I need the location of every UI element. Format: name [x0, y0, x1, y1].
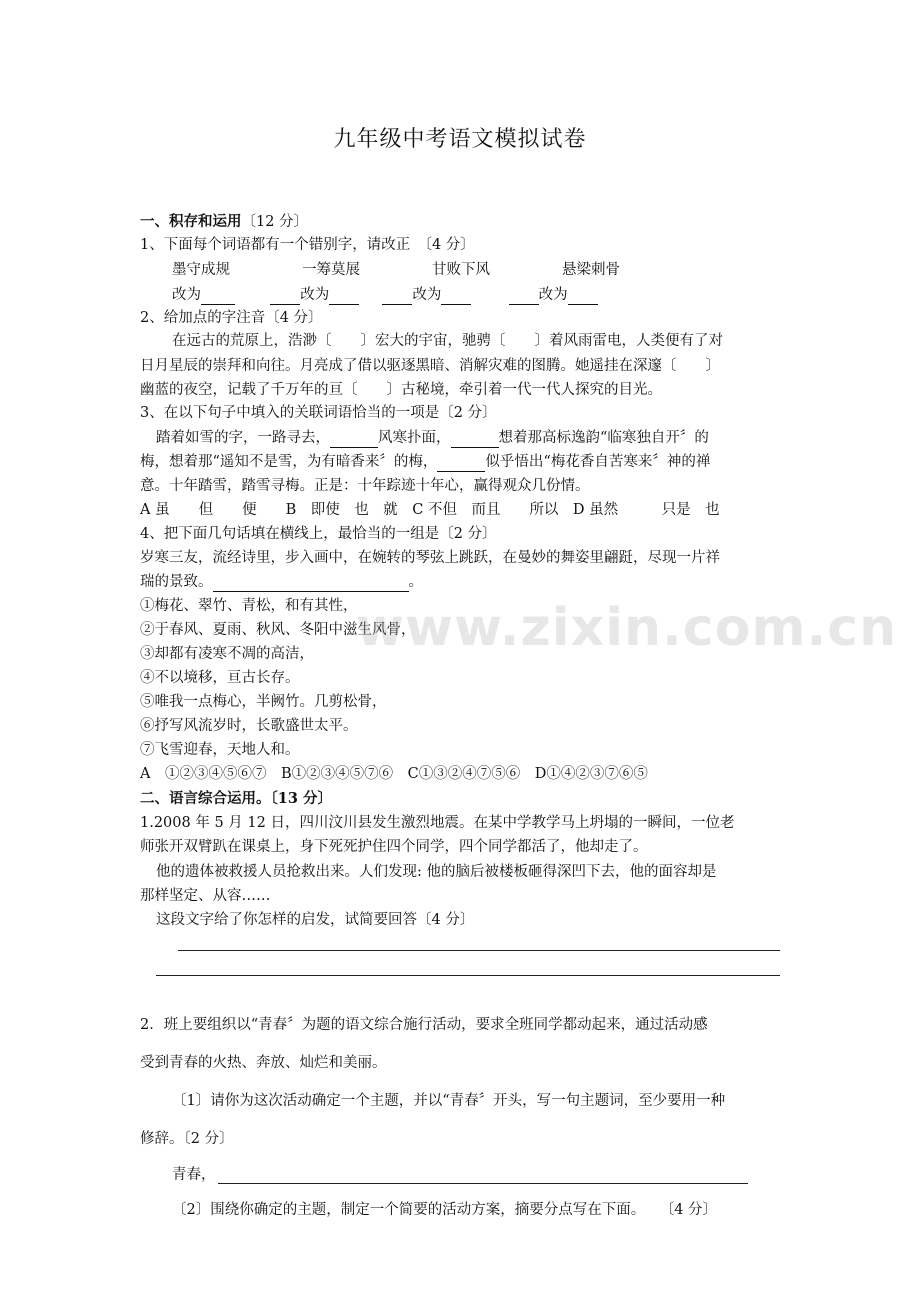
answer-blank[interactable] [213, 575, 409, 592]
answer-blank[interactable] [568, 288, 598, 305]
q4-item: ①梅花、翠竹、青松，和有其性， [140, 598, 358, 614]
q4-options: A ①②③④⑤⑥⑦ B①②③④⑤⑦⑥ C①③②④⑦⑤⑥ D①④②③⑦⑥⑤ [140, 766, 648, 782]
answer-blank[interactable] [201, 288, 235, 305]
section2-heading: 二、语言综合运用。〔13 分〕 [140, 790, 332, 807]
answer-blank[interactable] [441, 288, 471, 305]
q2-text-line: 日月星辰的崇拜和向往。月亮成了借以驱逐黑暗、消解灾难的图腾。她遥挂在深邃〔 〕 [140, 358, 720, 374]
q3-options: A 虽 但 便 B 即使 也 就 C 不但 而且 所以 D 虽然 只是 也 [140, 502, 720, 518]
q4-item: ③却都有凌寒不凋的高洁， [140, 646, 314, 662]
q3-text-line: 意。十年踏雪，踏雪寻梅。正是：十年踪迹十年心，赢得观众几份情。 [140, 478, 590, 494]
s2-q1-line: 师张开双臂趴在课桌上，身下死死护住四个同学，四个同学都活了，他却走了。 [140, 839, 648, 855]
q1-word: 墨守成规 [172, 262, 230, 278]
q2-text-line: 幽蓝的夜空，记载了千万年的亘〔 〕古秘境，牵引着一代一代人探究的目光。 [140, 382, 662, 398]
q2-text-line: 在远古的荒原上，浩渺〔 〕宏大的宇宙，驰骋〔 〕着风雨雷电，人类便有了对 [172, 333, 723, 349]
s2-q1-line: 那样坚定、从容…… [140, 888, 271, 904]
s2-q1-line: 这段文字给了你怎样的启发，试简要回答〔4 分〕 [156, 912, 475, 928]
answer-line[interactable] [156, 975, 780, 976]
fix-label: 改为 [538, 287, 568, 303]
q1-fix-row [172, 285, 598, 305]
answer-blank[interactable] [509, 288, 539, 305]
s2-q2-line: 〔2〕围绕你确定的主题，制定一个简要的活动方案，摘要分点写在下面。 〔4 分〕 [172, 1202, 718, 1218]
s2-q2-line: 修辞。〔2 分〕 [140, 1131, 234, 1147]
answer-line[interactable] [218, 1183, 748, 1184]
q1-word: 悬梁刺骨 [562, 262, 620, 278]
fix-label: 改为 [300, 287, 330, 303]
watermark: www.zixin.com.cn [356, 598, 898, 658]
s2-q2-line: 2．班上要组织以“青春〞为题的语文综合施行活动，要求全班同学都动起来，通过活动感 [140, 1017, 708, 1033]
page-title: 九年级中考语文模拟试卷 [333, 127, 587, 152]
answer-blank[interactable] [329, 288, 359, 305]
fix-label: 改为 [172, 287, 201, 303]
q3-text-line: 踏着如雪的字，一路寻去， 风寒扑面， 想着那高标逸韵“临寒独自开〞的 [156, 430, 709, 446]
section1-heading: 一、积存和运用〔12 分〕 [140, 213, 309, 230]
s2-q2-youth-line: 青春， [172, 1167, 216, 1183]
q1-word-row [172, 260, 620, 280]
q4-item: ⑥抒写风流岁时，长歌盛世太平。 [140, 718, 358, 734]
answer-line[interactable] [178, 950, 780, 951]
answer-blank[interactable] [451, 431, 499, 448]
s2-q1-line: 他的遗体被救援人员抢救出来。人们发现: 他的脑后被楼板砸得深凹下去，他的面容却是 [156, 864, 717, 880]
s2-q1-line: 1.2008 年 5 月 12 日，四川汶川县发生激烈地震。在某中学教学马上坍塌的一瞬间，一位老 [140, 815, 735, 831]
q4-item: ②于春风、夏雨、秋风、冬阳中滋生风骨， [140, 622, 416, 638]
s2-q2-line: 受到青春的火热、奔放、灿烂和美丽。 [140, 1055, 387, 1071]
s2-q2-line: 〔1〕请你为这次活动确定一个主题，并以“青春〞开头，写一句主题词，至少要用一种 [172, 1093, 726, 1109]
answer-blank[interactable] [437, 455, 485, 472]
q4-text-line: 岁寒三友，流经诗里，步入画中，在婉转的琴弦上跳跃，在曼妙的舞姿里翩跹，尽现一片祥 [140, 550, 720, 566]
answer-blank[interactable] [330, 431, 378, 448]
answer-blank[interactable] [382, 288, 412, 305]
answer-blank[interactable] [270, 288, 300, 305]
q1-stem: 1、下面每个词语都有一个错别字，请改正 〔4 分〕 [140, 237, 475, 253]
q3-text-line: 梅，想着那“遥知不是雪，为有暗香来〞的梅， 似乎悟出“梅花香自苦寒来〞神的禅 [140, 454, 711, 470]
q1-word: 甘败下风 [432, 262, 490, 278]
fix-label: 改为 [412, 287, 442, 303]
q4-item: ⑦飞雪迎春，天地人和。 [140, 742, 300, 758]
q4-stem: 4、把下面几句话填在横线上，最恰当的一组是〔2 分〕 [140, 526, 497, 542]
q2-stem: 2、给加点的字注音〔4 分〕 [140, 310, 323, 326]
q3-stem: 3、在以下句子中填入的关联词语恰当的一项是〔2 分〕 [140, 405, 497, 421]
q1-word: 一筹莫展 [302, 262, 360, 278]
q4-item: ⑤唯我一点梅心，半阙竹。几剪松骨， [140, 694, 387, 710]
q4-item: ④不以境移，亘古长存。 [140, 670, 300, 686]
q4-text-line: 瑞的景致。 。 [140, 574, 423, 590]
